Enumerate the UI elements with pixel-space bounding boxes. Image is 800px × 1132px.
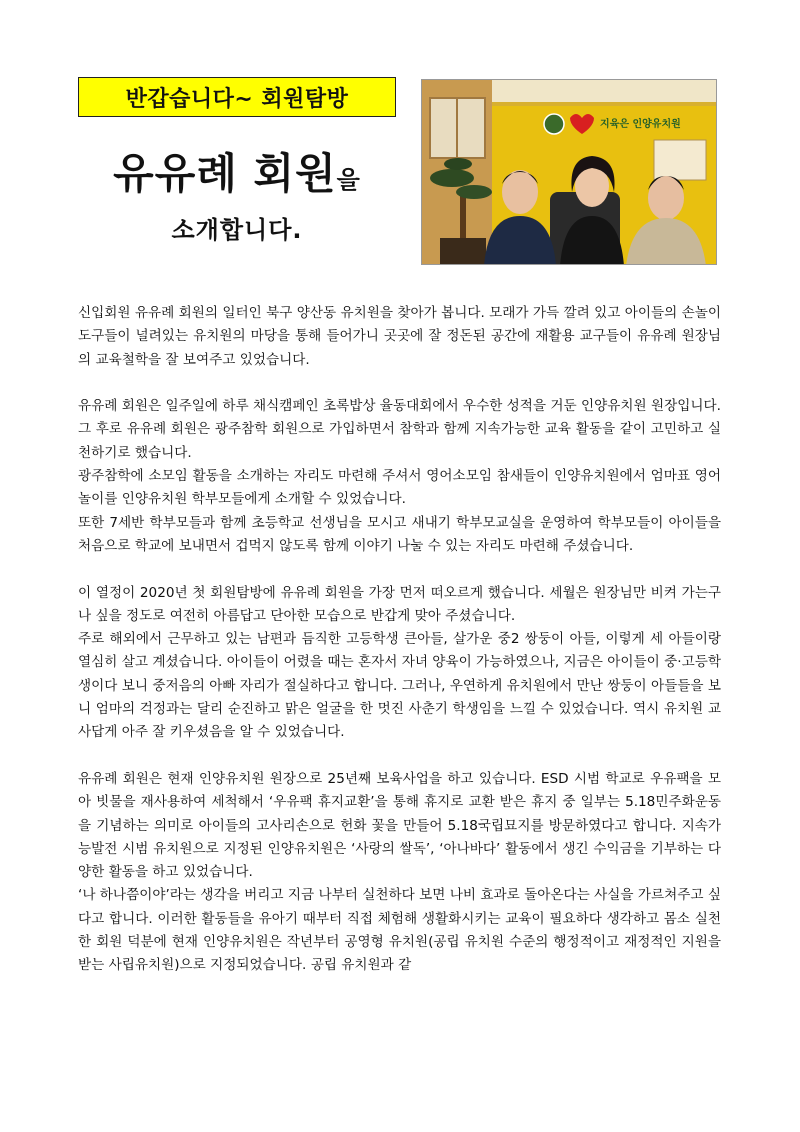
paragraph-gap xyxy=(78,372,721,395)
paragraph-5: 이 열정이 2020년 첫 회원탐방에 유유례 회원을 가장 먼저 떠오르게 했습니다. 세월은 원장님만 비켜 가는구나 싶을 정도로 여전히 아름답고 단아한 모습으로 반갑게 맞아 주셨습니다. xyxy=(78,584,721,624)
page-title xyxy=(78,141,396,201)
paragraph-7: 유유례 회원은 현재 인양유치원 원장으로 25년째 보육사업을 하고 있습니다. ESD 시범 학교로 우유팩을 모아 빗물을 재사용하여 세척해서 ‘우유팩 휴지교환’을 통해 휴지로 교환 받은 휴지 중 일부는 5.18민주화운동을 기념하는 의미로 아이들의 고사리손으로 헌화 꽃을 만들어 5.18국립묘지를 방문하였다고 합니다. 지속가능발전 시범 유치원으로 지정된 인양유치원은 ‘사랑의 쌀독’, ‘아나바다’ 활동에서 생긴 수익금을 기부하는 다양한 활동을 하고 있었습니다. xyxy=(78,770,721,881)
paragraph-gap xyxy=(78,745,721,768)
paragraph-1: 신입회원 유유례 회원의 일터인 북구 양산동 유치원을 찾아가 봅니다. 모래가 가득 깔려 있고 아이들의 손놀이 도구들이 널려있는 유치원의 마당을 통해 들어가니 곳곳에 잘 정돈된 공간에 재활용 교구들이 유유례 원장님의 교육철학을 잘 보여주고 있었습니다. xyxy=(78,305,721,368)
paragraph-6: 주로 해외에서 근무하고 있는 남편과 듬직한 고등학생 큰아들, 살가운 중2 쌍둥이 아들, 이렇게 세 아들이랑 열심히 살고 계셨습니다. 아이들이 어렸을 때는 혼자서 자녀 양육이 가능하였으나, 지금은 아이들이 중·고등학생이다 보니 중저음의 아빠 자리가 절실하다고 합니다. 그러나, 우연하게 유치원에서 만난 쌍둥이 아들들을 보니 엄마의 걱정과는 달리 순진하고 맑은 얼굴을 한 멋진 사춘기 학생임을 느낄 수 있었습니다. 역시 유치원 교사답게 아주 잘 키우셨음을 알 수 있었습니다. xyxy=(78,631,721,741)
member-photo-illustration xyxy=(422,80,717,265)
article-body xyxy=(78,302,721,978)
paragraph-2: 유유례 회원은 일주일에 하루 채식캠페인 초록밥상 율동대회에서 우수한 성적을 거둔 인양유치원 원장입니다. 그 후로 유유례 회원은 광주참학 회원으로 가입하면서 참학과 함께 지속가능한 교육 활동을 같이 고민하고 실천하기로 했습니다. xyxy=(78,398,721,461)
title-suffix: 을 xyxy=(336,166,361,194)
section-tag xyxy=(78,77,396,117)
photo-sign-text: 지육은 인양유치원 xyxy=(600,119,681,130)
section-tag-text: 반갑습니다~ 회원탐방 xyxy=(125,86,349,112)
paragraph-gap xyxy=(78,558,721,581)
member-photo xyxy=(421,79,717,265)
paragraph-4: 또한 7세반 학부모들과 함께 초등학교 선생님을 모시고 새내기 학부모교실을 운영하여 학부모들이 아이들을 처음으로 학교에 보내면서 겁먹지 않도록 함께 이야기 나눌 수 있는 자리도 마련해 주셨습니다. xyxy=(78,514,721,554)
paragraph-3: 광주참학에 소모임 활동을 소개하는 자리도 마련해 주셔서 영어소모임 참새들이 인양유치원에서 엄마표 영어놀이를 인양유치원 학부모들에게 소개할 수 있었습니다. xyxy=(78,468,721,508)
title-name: 유유례 회원 xyxy=(113,149,337,198)
paragraph-8: ‘나 하나쯤이야’라는 생각을 버리고 지금 나부터 실천하다 보면 나비 효과로 돌아온다는 사실을 가르쳐주고 싶다고 합니다. 이러한 활동들을 유아기 때부터 직접 체험해 생활화시키는 교육이 필요하다 생각하고 몸소 실천한 회원 덕분에 현재 인양유치원은 작년부터 공영형 유치원(공립 유치원 수준의 행정적이고 재정적인 지원을 받는 사립유치원)으로 지정되었습니다. 공립 유치원과 같 xyxy=(78,887,721,974)
page-subtitle: 소개합니다. xyxy=(171,216,303,244)
